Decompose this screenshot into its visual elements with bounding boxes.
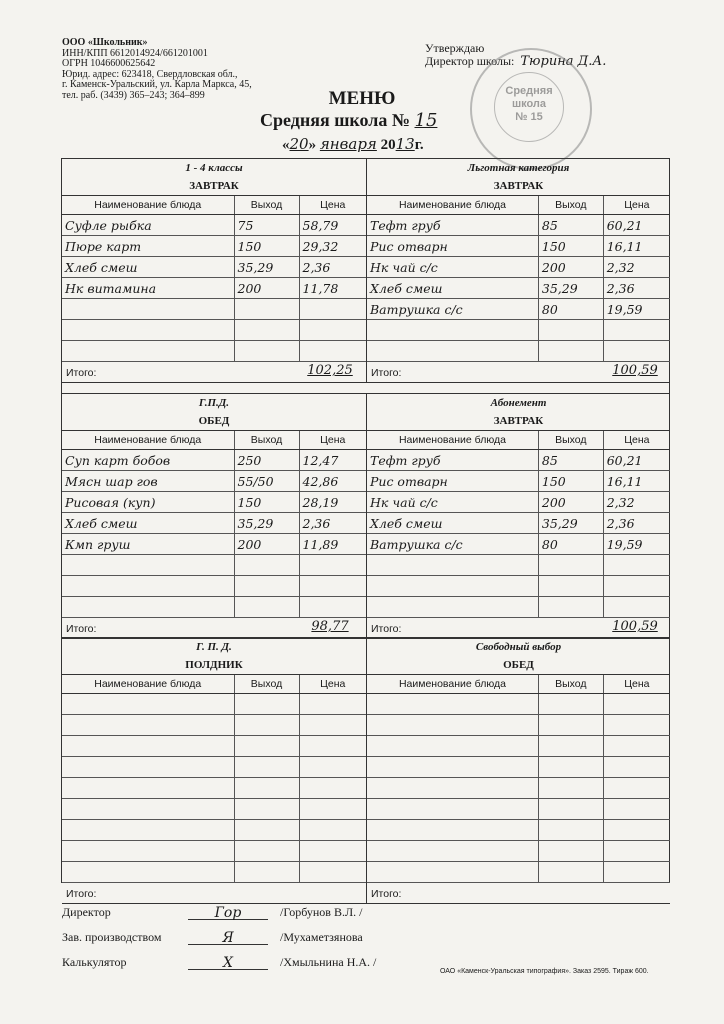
dish-price [299,597,366,618]
date-suffix: г. [414,137,424,153]
table-row [367,597,670,618]
panel-gpd-lunch [62,393,366,639]
panel-free-choice [366,637,670,904]
dish-yield [234,576,299,597]
dish-price: 11,78 [299,278,366,299]
signature-role: Калькулятор [62,955,127,969]
table-row [62,862,366,883]
total-row [62,618,366,639]
dish-name [62,299,234,320]
org-name: ООО «Школьник» [62,37,148,48]
date-month: января [319,135,377,153]
dish-yield: 150 [234,492,299,513]
menu-grid [61,158,670,900]
date-day: 20 [289,135,309,153]
approval-label: Утверждаю [425,41,485,55]
dish-yield: 150 [538,236,603,257]
dish-name: Суфле рыбка [62,215,234,236]
table-row [367,492,670,513]
subtitle-text: Средняя школа № [260,110,410,130]
dish-price: 60,21 [603,450,670,471]
table-row [62,320,366,341]
total-label: Итого: [66,623,97,635]
table-row [367,341,670,362]
dish-yield: 80 [538,299,603,320]
column-header-name: Наименование блюда [367,431,538,450]
dish-price [603,736,670,757]
table-row [62,736,366,757]
table-row [367,555,670,576]
dish-name: Кмп груш [62,534,234,555]
dish-name [367,778,538,799]
dish-yield [538,320,603,341]
signature-role: Директор [62,905,111,919]
dish-name: Нк чай с/с [367,492,538,513]
dish-name: Хлеб смеш [62,513,234,534]
table-row [62,257,366,278]
column-header-yield: Выход [234,431,299,450]
dish-name [62,576,234,597]
table-row [367,778,670,799]
dish-name [62,736,234,757]
dish-yield: 75 [234,215,299,236]
dish-price: 16,11 [603,471,670,492]
column-header-yield: Выход [538,431,603,450]
org-ogrn: ОГРН 1046600625642 [62,58,156,69]
dish-yield: 250 [234,450,299,471]
dish-name [367,757,538,778]
table-row [367,576,670,597]
stamp-line-2: школа [511,98,547,110]
dish-price: 11,89 [299,534,366,555]
menu-table [367,196,670,362]
table-row [367,471,670,492]
table-row [62,215,366,236]
table-row [62,513,366,534]
dish-price: 19,59 [603,534,670,555]
dish-name [367,799,538,820]
table-row [62,341,366,362]
dish-price [603,597,670,618]
panel-category: Г. П. Д. [196,641,232,653]
table-row [62,450,366,471]
dish-name [62,757,234,778]
dish-yield [538,736,603,757]
dish-yield [538,757,603,778]
total-row [367,362,670,383]
table-row [367,450,670,471]
total-label: Итого: [66,367,97,379]
dish-price [299,841,366,862]
signature-mark: Я [188,930,268,945]
dish-name: Хлеб смеш [367,278,538,299]
total-row [367,618,670,639]
table-row [62,576,366,597]
dish-yield [538,341,603,362]
dish-yield: 150 [234,236,299,257]
table-row [62,299,366,320]
menu-table [367,431,670,618]
table-row [367,694,670,715]
signature-production [62,930,363,946]
date-year-prefix: 20 [380,137,396,153]
dish-price [603,715,670,736]
panel-category: Абонемент [490,397,547,409]
column-header-yield: Выход [538,675,603,694]
column-header-price: Цена [299,431,366,450]
dish-price [299,799,366,820]
column-header-price: Цена [603,675,670,694]
dish-price [603,555,670,576]
total-row [367,883,670,904]
dish-yield [538,555,603,576]
dish-name: Тефт груб [367,215,538,236]
approval-director-label: Директор школы: [425,54,515,68]
dish-name: Суп карт бобов [62,450,234,471]
dish-price [299,320,366,341]
table-row [367,513,670,534]
dish-name [62,715,234,736]
table-row [367,236,670,257]
dish-yield [234,299,299,320]
dish-name [62,841,234,862]
date-year-suffix: 13 [395,135,415,153]
page-subtitle [260,110,437,131]
dish-name: Хлеб смеш [367,513,538,534]
dish-name [62,341,234,362]
dish-price: 16,11 [603,236,670,257]
dish-name: Рис отварн [367,471,538,492]
org-phones: тел. раб. (3439) 365–243; 364–899 [62,89,205,101]
school-number: 15 [414,110,438,131]
panel-meal: ПОЛДНИК [62,656,366,675]
table-row [367,841,670,862]
dish-price: 58,79 [299,215,366,236]
dish-price [603,320,670,341]
total-value: 100,59 [612,363,658,378]
dish-name: Рис отварн [367,236,538,257]
menu-date: «20» января 2013г. [282,135,424,153]
dish-price [299,555,366,576]
table-row [367,534,670,555]
total-label: Итого: [371,367,402,379]
dish-price: 2,36 [603,278,670,299]
dish-price [603,694,670,715]
column-header-name: Наименование блюда [62,196,234,215]
dish-price [299,736,366,757]
table-row [367,736,670,757]
dish-name: Пюре карт [62,236,234,257]
signature-calculator [62,955,377,971]
dish-name [62,778,234,799]
panel-privileged [366,159,670,383]
table-row [367,799,670,820]
panel-category: 1 - 4 классы [185,162,243,174]
org-address-2: г. Каменск-Уральский, ул. Карла Маркса, 45, [62,79,252,90]
dish-price: 2,36 [299,513,366,534]
dish-price [603,841,670,862]
table-row [367,278,670,299]
dish-price [603,778,670,799]
dish-yield [234,778,299,799]
column-header-name: Наименование блюда [367,196,538,215]
column-header-price: Цена [603,431,670,450]
dish-yield: 200 [538,257,603,278]
dish-yield [234,320,299,341]
dish-yield [234,862,299,883]
signature-name: /Горбунов В.Л. / [280,905,363,919]
dish-price [603,799,670,820]
table-row [367,820,670,841]
table-row [62,841,366,862]
panel-1-4-classes [62,159,366,383]
table-row [62,778,366,799]
panel-category: Свободный выбор [475,641,562,653]
dish-yield [234,736,299,757]
total-row [62,362,366,383]
signature-mark: Х [188,955,268,970]
dish-yield [234,757,299,778]
dish-name: Нк чай с/с [367,257,538,278]
table-row [367,257,670,278]
menu-table [62,431,366,618]
total-value: 98,77 [311,619,349,634]
dish-name: Мясн шар гов [62,471,234,492]
signature-role: Зав. производством [62,930,162,944]
dish-yield: 35,29 [538,513,603,534]
panel-meal: ЗАВТРАК [367,177,670,196]
dish-yield: 200 [234,278,299,299]
total-label: Итого: [66,888,97,900]
dish-price: 12,47 [299,450,366,471]
dish-name [367,736,538,757]
table-row [367,862,670,883]
dish-yield: 85 [538,215,603,236]
dish-price: 2,36 [603,513,670,534]
column-header-name: Наименование блюда [62,431,234,450]
dish-price [299,694,366,715]
dish-price: 60,21 [603,215,670,236]
column-header-price: Цена [299,196,366,215]
dish-name: Хлеб смеш [62,257,234,278]
total-row [62,883,366,904]
dish-yield [234,841,299,862]
dish-name [367,320,538,341]
column-header-yield: Выход [234,675,299,694]
dish-yield [234,597,299,618]
column-header-name: Наименование блюда [367,675,538,694]
table-row [62,492,366,513]
dish-yield: 150 [538,471,603,492]
dish-name [367,841,538,862]
dish-name [62,597,234,618]
dish-yield: 35,29 [234,513,299,534]
menu-table [367,675,670,883]
dish-yield [538,862,603,883]
panel-gpd-snack [62,637,366,904]
panel-category: Льготная категория [467,162,570,174]
table-row [62,534,366,555]
dish-yield [538,715,603,736]
dish-yield [234,694,299,715]
dish-yield [538,841,603,862]
table-row [62,236,366,257]
table-row [62,715,366,736]
dish-price: 29,32 [299,236,366,257]
dish-name [62,320,234,341]
dish-name [367,341,538,362]
dish-price: 42,86 [299,471,366,492]
panel-subscription [366,393,670,639]
dish-name [367,862,538,883]
dish-name [62,555,234,576]
printer-note: ОАО «Каменск-Уральская типография». Заказ 2595. Тираж 600. [440,968,649,975]
dish-price: 28,19 [299,492,366,513]
table-row [62,820,366,841]
table-row [62,278,366,299]
dish-yield: 200 [538,492,603,513]
dish-name: Нк витамина [62,278,234,299]
panel-category: Г.П.Д. [198,397,230,409]
dish-yield [538,694,603,715]
dish-price [299,862,366,883]
panel-meal: ОБЕД [62,412,366,431]
table-row [62,597,366,618]
dish-yield [234,555,299,576]
column-header-yield: Выход [234,196,299,215]
table-row [367,215,670,236]
dish-yield: 35,29 [234,257,299,278]
table-row [367,320,670,341]
dish-yield: 85 [538,450,603,471]
dish-yield [234,715,299,736]
dish-name [62,820,234,841]
dish-yield [234,799,299,820]
total-label: Итого: [371,623,402,635]
dish-yield [538,576,603,597]
dish-price [299,778,366,799]
dish-name: Ватрушка с/с [367,299,538,320]
dish-name [62,694,234,715]
dish-price [603,820,670,841]
dish-yield [538,820,603,841]
total-value: 102,25 [307,363,353,378]
table-row [62,555,366,576]
signature-name: /Хмыльнина Н.А. / [280,955,377,969]
dish-yield: 35,29 [538,278,603,299]
dish-price: 19,59 [603,299,670,320]
table-row [367,757,670,778]
column-header-price: Цена [299,675,366,694]
dish-name [367,820,538,841]
table-row [62,757,366,778]
director-signature: Тюрина Д.А. [520,54,607,69]
dish-name [367,715,538,736]
dish-price [603,576,670,597]
dish-name: Тефт груб [367,450,538,471]
total-value: 100,59 [612,619,658,634]
dish-name [367,576,538,597]
dish-name [62,799,234,820]
dish-price [603,757,670,778]
dish-price [299,341,366,362]
column-header-name: Наименование блюда [62,675,234,694]
dish-price: 2,32 [603,257,670,278]
dish-yield: 80 [538,534,603,555]
table-row [367,299,670,320]
dish-yield: 200 [234,534,299,555]
page-title: МЕНЮ [328,88,396,109]
menu-table [62,196,366,362]
org-address-1: Юрид. адрес: 623418, Свердловская обл., [62,68,238,80]
dish-yield: 55/50 [234,471,299,492]
total-label: Итого: [371,888,402,900]
dish-price [299,820,366,841]
panel-meal: ЗАВТРАК [367,412,670,431]
signature-director [62,905,363,921]
dish-name [367,555,538,576]
dish-price [299,715,366,736]
dish-yield [234,820,299,841]
dish-price [603,862,670,883]
column-header-yield: Выход [538,196,603,215]
stamp-line-1: Средняя [505,85,553,97]
dish-price: 2,32 [603,492,670,513]
signature-mark: Гор [188,905,268,920]
menu-table [62,675,366,883]
dish-name [367,694,538,715]
dish-price: 2,36 [299,257,366,278]
dish-price [299,576,366,597]
dish-price [603,341,670,362]
table-row [62,799,366,820]
dish-yield [538,799,603,820]
dish-price [299,757,366,778]
dish-name: Ватрушка с/с [367,534,538,555]
table-row [62,471,366,492]
dish-yield [538,778,603,799]
panel-meal: ЗАВТРАК [62,177,366,196]
org-inn: ИНН/КПП 6612014924/661201001 [62,47,208,59]
table-row [62,694,366,715]
column-header-price: Цена [603,196,670,215]
panel-meal: ОБЕД [367,656,670,675]
dish-yield [538,597,603,618]
table-row [367,715,670,736]
signature-name: /Мухаметзянова [280,930,363,944]
dish-name: Рисовая (куп) [62,492,234,513]
dish-name [367,597,538,618]
dish-price [299,299,366,320]
dish-name [62,862,234,883]
stamp-line-3: № 15 [515,111,543,123]
dish-yield [234,341,299,362]
